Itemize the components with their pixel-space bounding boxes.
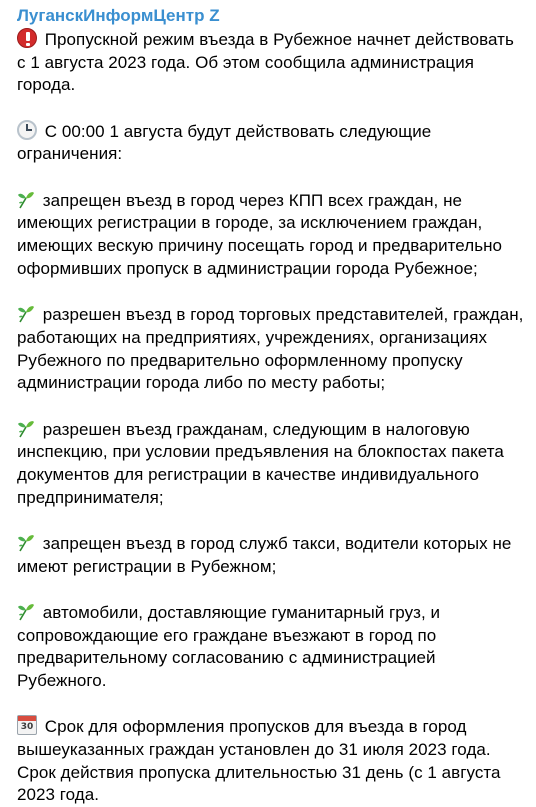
message-time-note xyxy=(17,120,526,166)
rule-item xyxy=(17,532,526,578)
green-sprout-icon xyxy=(17,303,35,323)
rule-item xyxy=(17,189,526,281)
rule-item xyxy=(17,303,526,395)
time-note-text: С 00:00 1 августа будут действовать следующие ограничения: xyxy=(17,121,432,164)
rule-text: запрещен въезд в город служб такси, водители которых не имеют регистрации в Рубежном; xyxy=(17,533,512,576)
deadline-text: Срок для оформления пропусков для въезда в город вышеуказанных граждан установлен до 31 июля 2023 года. Срок действия пропуска длительностью 31 день (с 1 августа 2023 года. xyxy=(17,717,501,805)
message-intro xyxy=(17,28,526,97)
rule-item xyxy=(17,418,526,510)
calendar-number: 30 xyxy=(20,722,34,733)
rule-item xyxy=(17,601,526,693)
rule-text: разрешен въезд в город торговых представителей, граждан, работающих на предприятиях, учреждениях, организациях Рубежного по предварительно оформленному пропуску администрации города либо по месту работы; xyxy=(17,305,524,393)
green-sprout-icon xyxy=(17,532,35,552)
green-sprout-icon xyxy=(17,601,35,621)
green-sprout-icon xyxy=(17,418,35,438)
red-exclamation-icon xyxy=(17,28,37,48)
calendar-icon xyxy=(17,715,37,735)
rule-text: разрешен въезд гражданам, следующим в налоговую инспекцию, при условии предъявления на блокпостах пакета документов для регистрации в качестве индивидуального предпринимателя; xyxy=(17,419,504,507)
clock-icon xyxy=(17,120,37,140)
message-deadline xyxy=(17,715,526,807)
rule-text: автомобили, доставляющие гуманитарный груз, и сопровождающие его граждане въезжают в город по предварительному согласованию с администрацией Рубежного. xyxy=(17,602,441,691)
intro-text: Пропускной режим въезда в Рубежное начнет действовать с 1 августа 2023 года. Об этом сообщила администрация города. xyxy=(17,30,514,95)
rule-text: запрещен въезд в город через КПП всех граждан, не имеющих регистрации в городе, за исключением граждан, имеющих вескую причину посещать город и предварительно оформивших пропуск в администрации города Рубежное; xyxy=(17,190,503,278)
green-sprout-icon xyxy=(17,189,35,209)
channel-name[interactable]: ЛуганскИнформЦентр Z xyxy=(17,6,220,25)
